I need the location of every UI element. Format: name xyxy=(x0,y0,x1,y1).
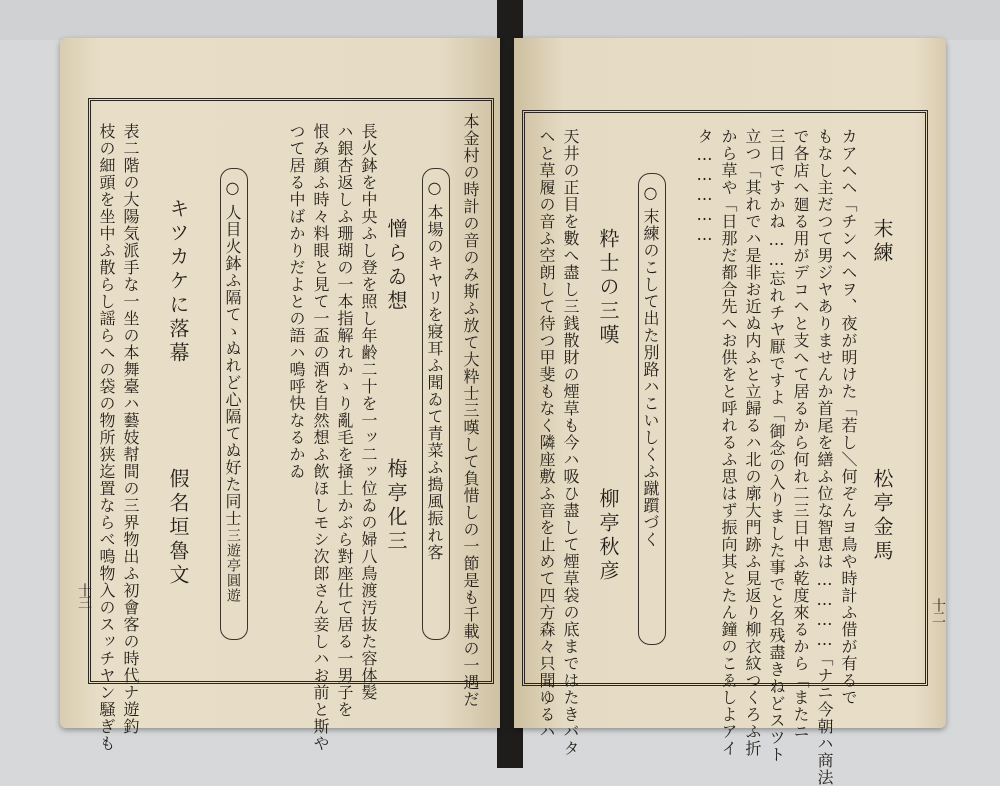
body-matsuren-4: 三日ですかね……忘れチヤ厭ですよ「御念の入りました事でと名残盡きねどスツト xyxy=(767,128,786,763)
body-kikkake-2: 枝の細頭を坐中ふ散らし謡らへの袋の物所狭迄置ならべ鳴物入のスッチヤン騒ぎも xyxy=(97,123,116,752)
body-mizu-4: つて居る中ばかりだよとの語ハ鳴呼快なるかゐ xyxy=(287,123,306,480)
poem-matsuren: 末練のこして出た別路ハこいしくふ蹴躓づく xyxy=(641,208,660,548)
title-kikkake: キツカケに落幕 xyxy=(166,198,190,366)
title-matsuren: 末練 xyxy=(870,218,894,266)
body-mizu-3: 恨み顔ふ時々料眼と見て一盃の酒を自然想ふ飲ほしモシ次郎さん妾しハお前と斯や xyxy=(311,123,330,752)
page-number-left: 十三 xyxy=(76,583,92,607)
poem-hibachi: 人目火鉢ふ隔てゝぬれど心隔てぬ好た同士 xyxy=(223,204,242,527)
body-matsuren-5: 立つ「其れでハ是非お近ぬ内ふと立歸るハ北の廓大門跡ふ見返り柳衣紋つくろふ折 xyxy=(743,128,762,757)
body-matsuren-7: タ…………… xyxy=(695,128,714,245)
body-kikkake-1: 表二階の大陽気派手な一坐の本舞臺ハ藝妓幇間の三界物出ふ初會客の時代ナ遊釣 xyxy=(121,123,140,735)
poem-hibachi-author: 三遊亭圓遊 xyxy=(225,528,241,603)
poem-kiyari: 本場のキヤリを寢耳ふ聞ゐて青菜ふ搗風振れ客 xyxy=(425,204,444,561)
author-matsuren: 松亭金馬 xyxy=(870,468,894,564)
poem-mark-matsuren: ○ xyxy=(641,183,660,203)
body-mizu-1: 長火鉢を中央ふし登を照し年齢二十を一ッ二ッ位ゐの婦八鳥渡汚抜た容体髪 xyxy=(359,123,378,701)
top-line: 本金村の時計の音のみ斯ふ放て大粋士三嘆して負惜しの一節是も千載の一遇だ xyxy=(461,113,480,708)
title-mizu: 憎らゐ想 xyxy=(384,218,408,314)
author-sui: 柳亭秋彦 xyxy=(596,488,620,584)
left-page xyxy=(60,38,500,752)
poem-mark-kiyari: ○ xyxy=(425,178,444,198)
author-mizu: 梅亭化三 xyxy=(384,458,408,554)
body-sui-2: ヘと草履の音ふ空朗して待つ甲斐もなく隣座敷ふ音を止めて四方森々只聞ゆるハ xyxy=(537,128,556,740)
body-matsuren-6: から草や「日那だ都合先へお供をと呼れるふ思はず振向其とたん鐘のこゑしよアイ xyxy=(719,128,738,757)
body-matsuren-3: で各店へ廻る用がデコヘと支へて居るから何れ二三日中ふ乾度來るから「またニ xyxy=(791,128,810,740)
body-matsuren-2: もなし主だつて男ジヤありませんか首尾を繕ふ位な智恵は…………「ナニ今朝ハ商法 xyxy=(815,128,834,786)
body-mizu-2: ハ銀杏返しふ珊瑚の一本指解れかゝり亂毛を掻上かぶら對座仕て居る一男子を xyxy=(335,123,354,718)
title-sui: 粋士の三嘆 xyxy=(596,228,620,348)
right-page xyxy=(514,38,946,786)
page-number-right: 十二 xyxy=(930,598,946,622)
author-kikkake: 假名垣魯文 xyxy=(166,468,190,588)
body-sui-1: 天井の正目を數へ盡し三銭散財の煙草も今ハ吸ひ盡して煙草袋の底まではたきバタ xyxy=(561,128,580,757)
poem-mark-hibachi: ○ xyxy=(223,178,242,198)
body-matsuren-1: カアヘヘ「チンヘヘヲ、夜が明けた「若し＼何ぞんヨ鳥や時計ふ借が有るで xyxy=(839,128,858,706)
